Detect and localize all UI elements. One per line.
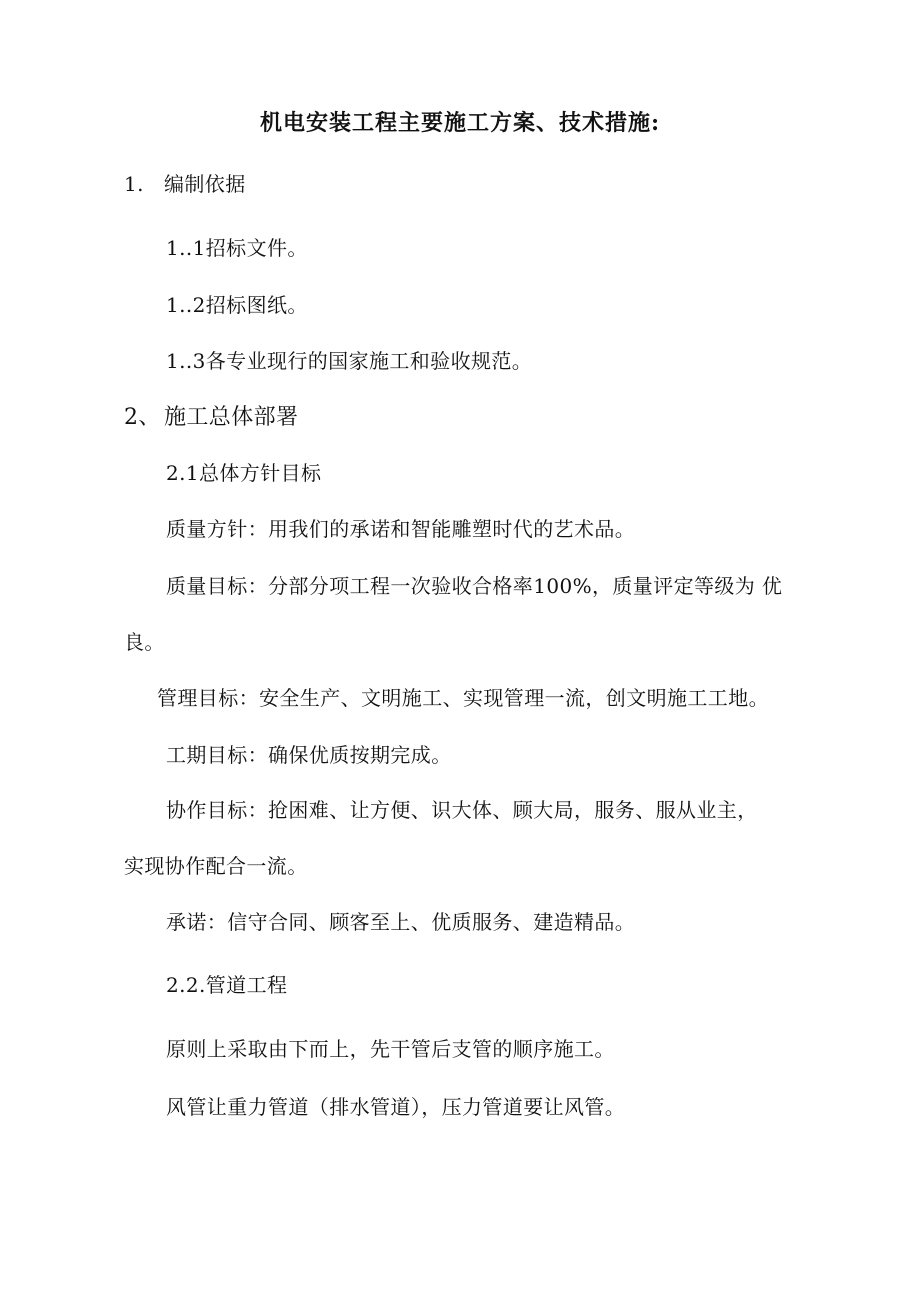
list-item: 1..1招标文件。 (166, 236, 308, 260)
section-title: 施工总体部署 (164, 405, 299, 430)
section-number: 1. (124, 172, 144, 196)
paragraph: 协作目标：抢困难、让方便、识大体、顾大局，服务、服从业主， (166, 798, 758, 822)
paragraph: 质量目标：分部分项工程一次验收合格率100%，质量评定等级为 优 (166, 574, 783, 598)
subsection-heading: 2.1总体方针目标 (166, 461, 322, 485)
paragraph: 风管让重力管道（排水管道），压力管道要让风管。 (166, 1095, 626, 1119)
section-heading-1 (124, 170, 246, 198)
paragraph: 原则上采取由下而上，先干管后支管的顺序施工。 (166, 1037, 615, 1061)
section-title: 编制依据 (164, 172, 246, 196)
paragraph: 质量方针：用我们的承诺和智能雕塑时代的艺术品。 (166, 517, 636, 541)
subsection-heading: 2.2.管道工程 (166, 973, 288, 997)
section-number: 2、 (124, 405, 161, 430)
paragraph: 工期目标：确保优质按期完成。 (166, 743, 452, 767)
paragraph-continuation: 良。 (124, 630, 165, 654)
paragraph-continuation: 实现协作配合一流。 (124, 854, 308, 878)
document-title: 机电安装工程主要施工方案、技术措施: (259, 110, 661, 136)
list-item: 1..3各专业现行的国家施工和验收规范。 (166, 349, 533, 373)
paragraph: 承诺：信守合同、顾客至上、优质服务、建造精品。 (166, 910, 636, 934)
paragraph: 管理目标：安全生产、文明施工、实现管理一流，创文明施工工地。 (157, 686, 769, 710)
section-heading-2 (124, 404, 298, 432)
list-item: 1..2招标图纸。 (166, 293, 308, 317)
